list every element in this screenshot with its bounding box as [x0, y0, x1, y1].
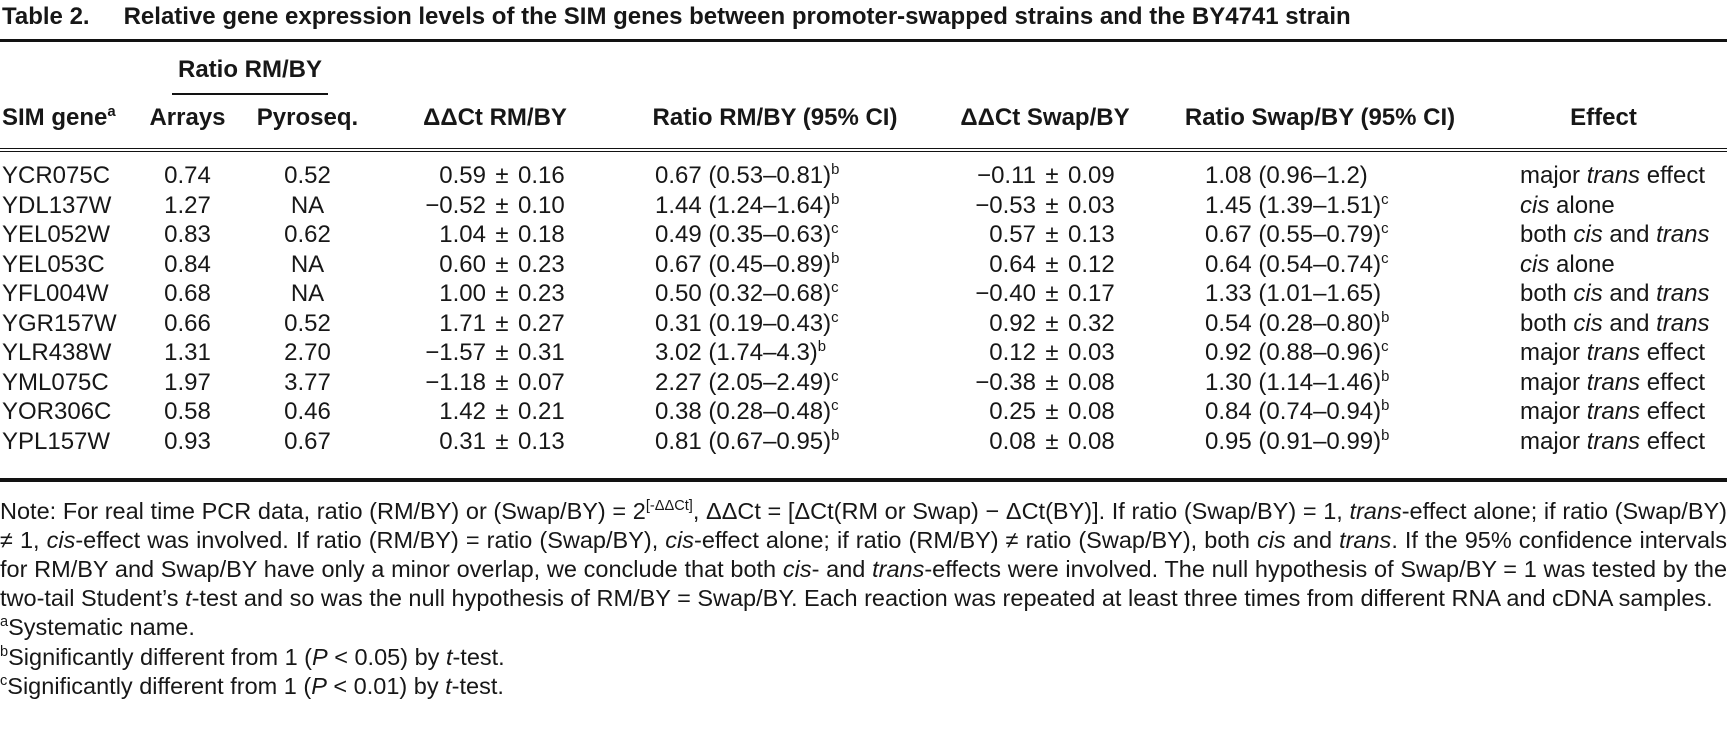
- table-row: [0, 191, 1727, 221]
- significance-marker: c: [831, 309, 839, 326]
- significance-marker: b: [1381, 309, 1390, 326]
- ratio-swapby-ci-cell: 0.84 $(0.74-0.94)^b$: [1205, 398, 1390, 425]
- gene-name-cell: YGR157W: [2, 309, 117, 337]
- arrays-value-cell: 0.93: [164, 427, 211, 455]
- col-header-arrays: Arrays: [130, 96, 245, 150]
- ddct-rmby-value-cell: 1.04 ± 0.18: [439, 221, 565, 248]
- significance-marker: c: [1381, 191, 1389, 208]
- col-header-pyroseq: Pyroseq.: [245, 96, 370, 150]
- arrays-value-cell: 0.66: [164, 309, 211, 337]
- significance-marker: c: [1381, 250, 1389, 267]
- significance-marker: c: [831, 221, 839, 237]
- header-group-row: [0, 42, 1727, 96]
- col-header-ddct-swapby: ΔΔCt Swap/BY: [930, 96, 1160, 150]
- table-row: [0, 309, 1727, 339]
- gene-name-cell: YFL004W: [2, 280, 109, 307]
- effect-cell: both cis and trans: [1520, 309, 1710, 337]
- pyroseq-value-cell: 3.77: [284, 368, 331, 396]
- arrays-value-cell: 0.84: [164, 250, 211, 278]
- arrays-value-cell: 0.58: [164, 398, 211, 425]
- gene-name-cell: YDL137W: [2, 191, 112, 219]
- ddct-rmby-value-cell: 1.71 ± 0.27: [439, 309, 565, 337]
- ratio-rmby-ci-cell: 1.44 $(1.24-1.64)^b$: [655, 191, 840, 219]
- arrays-value-cell: 1.97: [164, 368, 211, 396]
- ratio-swapby-ci-cell: 0.67 $(0.55-0.79)^c$: [1205, 221, 1389, 248]
- significance-marker: b: [1381, 427, 1390, 444]
- table-row: [0, 368, 1727, 398]
- table-body: [0, 150, 1727, 480]
- significance-marker: b: [1381, 398, 1390, 414]
- significance-marker: b: [831, 250, 840, 267]
- ratio-swapby-ci-cell: 0.92 $(0.88-0.96)^c$: [1205, 339, 1389, 366]
- ddct-swapby-value-cell: 0.12 ± 0.03: [989, 339, 1115, 366]
- arrays-value-cell: 0.68: [164, 280, 211, 307]
- arrays-value-cell: 0.83: [164, 221, 211, 248]
- table-row: [0, 150, 1727, 191]
- ratio-rmby-ci-cell: 0.67 $(0.53-0.81)^b$: [655, 162, 840, 189]
- pyroseq-value-cell: NA: [290, 250, 325, 278]
- ratio-swapby-ci-cell: 1.30 $(1.14-1.46)^b$: [1205, 368, 1390, 396]
- table-note: Note: For real time PCR data, ratio (RM/BY) or (Swap/BY) = 2[-ΔΔCt], ΔΔCt = [ΔCt(RM or Swap) − ΔCt(BY)]. If ratio (Swap/BY) = 1, trans-effect alone; if ratio (Swap/BY) ≠ 1, cis-effect was involved. If ratio (RM/BY) = ratio (Swap/BY), cis-effect alone; if ratio (RM/BY) ≠ ratio (Swap/BY), both cis and trans. If the 95% confidence intervals for RM/BY and Swap/BY have only a minor overlap, we conclude that both cis- and trans-effects were involved. The null hypothesis of Swap/BY = 1 was tested by the two-tail Student’s t-test and so was the null hypothesis of RM/BY = Swap/BY. Each reaction was repeated at least three times from different RNA and cDNA samples.: [0, 498, 1727, 611]
- effect-cell: both cis and trans: [1520, 221, 1710, 248]
- pyroseq-value-cell: 0.46: [284, 398, 331, 425]
- significance-marker: c: [1381, 221, 1389, 237]
- significance-marker: c: [831, 398, 839, 414]
- table-row: [0, 250, 1727, 280]
- gene-name-cell: YEL053C: [2, 250, 105, 278]
- arrays-value-cell: 1.31: [164, 339, 211, 366]
- pyroseq-value-cell: 0.62: [284, 221, 331, 248]
- significance-marker: b: [831, 162, 840, 178]
- effect-cell: major trans effect: [1520, 339, 1705, 366]
- ddct-swapby-value-cell: 0.64 ± 0.12: [989, 250, 1115, 278]
- ddct-rmby-value-cell: −1.18 ± 0.07: [425, 368, 565, 396]
- ddct-rmby-value-cell: −0.52 ± 0.10: [425, 191, 565, 219]
- table-row: [0, 279, 1727, 309]
- gene-name-cell: YOR306C: [2, 398, 112, 425]
- gene-name-cell: YLR438W: [2, 339, 112, 366]
- footnote-c: $^c$Significantly different from 1 (P < 0.01) by t-test.: [0, 673, 504, 699]
- arrays-value-cell: 1.27: [164, 191, 211, 219]
- header-row: [0, 96, 1727, 150]
- footnote-marker: b: [0, 643, 9, 660]
- significance-marker: c: [831, 280, 839, 296]
- ratio-swapby-ci-cell: 0.54 $(0.28-0.80)^b$: [1205, 309, 1390, 337]
- table-title: Relative gene expression levels of the SIM genes between promoter-swapped strains and the BY4741 strain: [123, 3, 1351, 30]
- ratio-rmby-ci-cell: 0.67 $(0.45-0.89)^b$: [655, 250, 840, 278]
- ddct-rmby-value-cell: 0.59 ± 0.16: [439, 162, 565, 189]
- table-row: [0, 427, 1727, 481]
- table-label: Table 2.: [2, 3, 90, 30]
- pyroseq-value-cell: 0.52: [284, 309, 331, 337]
- effect-cell: major trans effect: [1520, 162, 1705, 189]
- ddct-swapby-value-cell: 0.92 ± 0.32: [989, 309, 1115, 337]
- significance-marker: b: [817, 339, 827, 355]
- gene-name-cell: YCR075C: [2, 162, 111, 189]
- footnote-b: $^b$Significantly different from 1 (P < 0.05) by t-test.: [0, 643, 505, 670]
- ddct-swapby-value-cell: 0.08 ± 0.08: [989, 427, 1115, 455]
- ratio-swapby-ci-cell: 1.33 (1.01–1.65): [1205, 280, 1382, 307]
- gene-name-cell: YML075C: [2, 368, 109, 396]
- significance-marker: b: [831, 191, 840, 208]
- table-row: [0, 397, 1727, 427]
- gene-name-cell: YPL157W: [2, 427, 111, 455]
- ddct-swapby-value-cell: −0.11 ± 0.09: [977, 162, 1115, 189]
- ratio-rmby-ci-cell: 0.50 $(0.32-0.68)^c$: [655, 280, 839, 307]
- pyroseq-value-cell: 0.67: [284, 427, 331, 455]
- table-row: [0, 220, 1727, 250]
- ddct-rmby-value-cell: −1.57 ± 0.31: [425, 339, 565, 366]
- effect-cell: cis alone: [1520, 191, 1615, 219]
- effect-cell: major trans effect: [1520, 398, 1705, 425]
- ratio-rmby-ci-cell: 3.02 $(1.74-4.3)^b$: [655, 339, 827, 366]
- effect-cell: major trans effect: [1520, 427, 1705, 455]
- ratio-rmby-ci-cell: 2.27 $(2.05-2.49)^c$: [655, 368, 839, 396]
- pyroseq-value-cell: NA: [290, 191, 325, 219]
- col-header-sim-gene: SIM gene$^a$: [0, 96, 130, 150]
- ddct-swapby-value-cell: −0.40 ± 0.17: [975, 280, 1115, 307]
- significance-marker: b: [1381, 368, 1390, 385]
- arrays-value-cell: 0.74: [164, 162, 211, 189]
- ratio-rmby-ci-cell: 0.81 $(0.67-0.95)^b$: [655, 427, 840, 455]
- ddct-rmby-value-cell: 0.60 ± 0.23: [439, 250, 565, 278]
- ddct-swapby-value-cell: −0.38 ± 0.08: [975, 368, 1115, 396]
- ddct-rmby-value-cell: 1.00 ± 0.23: [439, 280, 565, 307]
- ratio-swapby-ci-cell: 0.64 $(0.54-0.74)^c$: [1205, 250, 1389, 278]
- effect-cell: cis alone: [1520, 250, 1615, 278]
- table-header: [0, 42, 1727, 150]
- significance-marker: b: [831, 427, 840, 444]
- ratio-rmby-group-header: Ratio RM/BY: [130, 42, 370, 96]
- table-row: [0, 338, 1727, 368]
- ratio-swapby-ci-cell: 1.08 (0.96–1.2): [1205, 162, 1368, 189]
- footnote-marker: a: [0, 614, 9, 631]
- col-header-ratio-rmby-ci: Ratio RM/BY (95% CI): [620, 96, 930, 150]
- gene-name-cell: YEL052W: [2, 221, 111, 248]
- footnote-a: $^a$Systematic name.: [0, 614, 195, 640]
- table-caption: [0, 0, 1727, 42]
- table-notes: [0, 482, 1727, 702]
- ddct-swapby-value-cell: 0.57 ± 0.13: [989, 221, 1115, 248]
- col-header-ratio-swapby-ci: Ratio Swap/BY (95% CI): [1160, 96, 1480, 150]
- ddct-swapby-value-cell: −0.53 ± 0.03: [975, 191, 1115, 219]
- ddct-rmby-value-cell: 1.42 ± 0.21: [439, 398, 565, 425]
- ratio-swapby-ci-cell: 0.95 $(0.91-0.99)^b$: [1205, 427, 1390, 455]
- col-header-ddct-rmby: ΔΔCt RM/BY: [370, 96, 620, 150]
- significance-marker: c: [1381, 339, 1389, 355]
- significance-marker: c: [831, 368, 839, 385]
- ddct-swapby-value-cell: 0.25 ± 0.08: [989, 398, 1115, 425]
- effect-cell: major trans effect: [1520, 368, 1705, 396]
- effect-cell: both cis and trans: [1520, 280, 1710, 307]
- ratio-rmby-ci-cell: 0.31 $(0.19-0.43)^c$: [655, 309, 839, 337]
- ddct-rmby-value-cell: 0.31 ± 0.13: [439, 427, 565, 455]
- ratio-swapby-ci-cell: 1.45 $(1.39-1.51)^c$: [1205, 191, 1389, 219]
- footnote-marker: c: [0, 673, 8, 690]
- pyroseq-value-cell: 0.52: [284, 162, 331, 189]
- gene-expression-table: [0, 42, 1727, 482]
- pyroseq-value-cell: 2.70: [284, 339, 331, 366]
- col-header-effect: Effect: [1480, 96, 1727, 150]
- ratio-rmby-ci-cell: 0.38 $(0.28-0.48)^c$: [655, 398, 839, 425]
- pyroseq-value-cell: NA: [290, 280, 325, 307]
- ratio-rmby-ci-cell: 0.49 $(0.35-0.63)^c$: [655, 221, 839, 248]
